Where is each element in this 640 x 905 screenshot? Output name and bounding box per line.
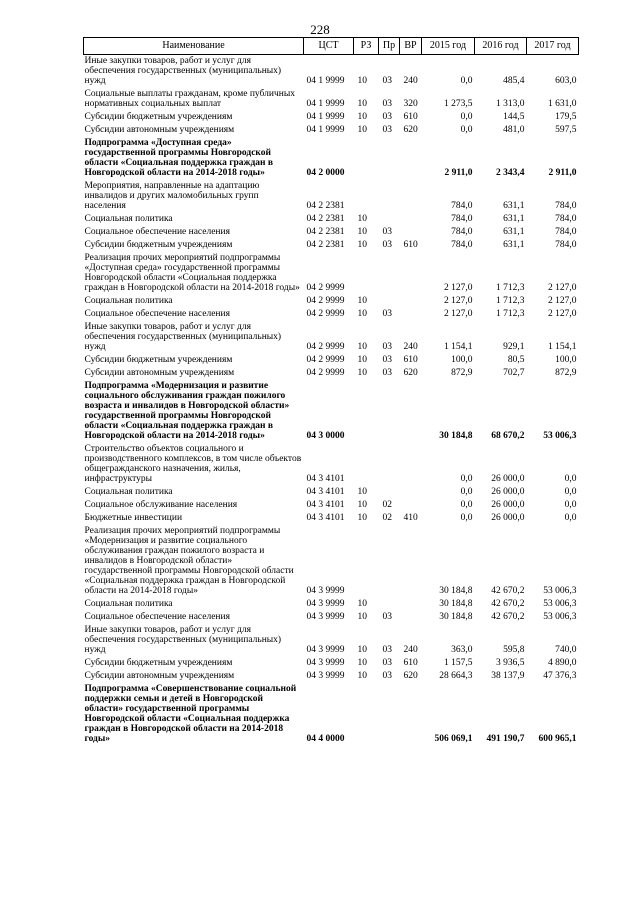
- row-vr: 620: [403, 125, 418, 135]
- row-value-2016: 491 190,7: [486, 734, 525, 744]
- row-rz: 10: [357, 309, 367, 319]
- row-value-2016: 631,1: [503, 214, 525, 224]
- row-pr: [379, 525, 400, 598]
- row-value-2015: 0,0: [460, 487, 473, 497]
- row-value-2015: 30 184,8: [439, 612, 473, 622]
- row-rz: 10: [357, 214, 367, 224]
- row-value-2016: 26 000,0: [491, 487, 525, 497]
- row-value-2015: 1 273,5: [444, 99, 473, 109]
- row-rz: 10: [357, 125, 367, 135]
- row-cst: 04 2 2381: [306, 214, 345, 224]
- row-value-2015: 363,0: [451, 645, 473, 655]
- row-value-2016: 1 712,3: [496, 296, 525, 306]
- row-rz: 10: [357, 612, 367, 622]
- row-name: Реализация прочих мероприятий подпрограммы «Модернизация и развитие социального обслуживания граждан пожилого возраста и инвалидов в Новгородской области» государственной программы Новгородской области «Социальная поддержка граждан в Новгородской области на 2014-2018 годы»: [84, 526, 294, 596]
- row-value-2016: 1 712,3: [496, 283, 525, 293]
- row-value-2017: 47 376,3: [543, 671, 577, 681]
- page-number: 228: [310, 22, 330, 37]
- row-value-2015: 100,0: [451, 355, 473, 365]
- row-rz: 10: [357, 671, 367, 681]
- row-cst: 04 2 9999: [306, 283, 345, 293]
- row-rz: 10: [357, 99, 367, 109]
- header-2016: 2016 год: [475, 38, 527, 55]
- row-name: Субсидии автономным учреждениям: [84, 671, 235, 681]
- row-name: Социальные выплаты гражданам, кроме публичных нормативных социальных выплат: [84, 89, 295, 109]
- row-name: Субсидии бюджетным учреждениям: [84, 355, 233, 365]
- row-pr: 03: [382, 671, 392, 681]
- row-value-2016: 485,4: [503, 76, 525, 86]
- row-cst: 04 3 9999: [306, 612, 345, 622]
- table-row: [84, 239, 579, 252]
- row-value-2015: 28 664,3: [439, 671, 473, 681]
- row-value-2015: 2 911,0: [444, 168, 473, 178]
- row-cst: 04 2 2381: [306, 240, 345, 250]
- row-value-2015: 0,0: [460, 125, 473, 135]
- row-cst: 04 1 9999: [306, 125, 345, 135]
- row-cst: 04 3 4101: [306, 513, 345, 523]
- row-value-2017: 1 631,0: [548, 99, 577, 109]
- row-value-2015: 1 154,1: [444, 342, 473, 352]
- row-rz: 10: [357, 513, 367, 523]
- row-rz: [354, 525, 379, 598]
- row-vr: [400, 213, 422, 226]
- table-row: [84, 308, 579, 321]
- row-value-2017: 600 965,1: [538, 734, 577, 744]
- row-pr: [379, 380, 400, 443]
- row-value-2016: 595,8: [503, 645, 525, 655]
- row-vr: [400, 486, 422, 499]
- table-row: [84, 55, 579, 89]
- header-2017: 2017 год: [527, 38, 579, 55]
- row-name: Бюджетные инвестиции: [84, 513, 183, 523]
- row-cst: 04 3 9999: [306, 599, 345, 609]
- row-vr: 240: [403, 76, 418, 86]
- row-value-2017: 53 006,3: [543, 612, 577, 622]
- table-row: [84, 499, 579, 512]
- row-cst: 04 2 9999: [306, 309, 345, 319]
- row-cst: 04 3 4101: [306, 500, 345, 510]
- row-vr: [400, 180, 422, 213]
- row-pr: [379, 598, 400, 611]
- row-name: Социальное обеспечение населения: [84, 612, 230, 622]
- row-rz: 10: [357, 227, 367, 237]
- row-value-2016: 702,7: [503, 368, 525, 378]
- row-vr: 240: [403, 645, 418, 655]
- row-vr: 240: [403, 342, 418, 352]
- row-vr: 610: [403, 112, 418, 122]
- table-row: [84, 88, 579, 111]
- table-row: [84, 443, 579, 486]
- budget-table: [83, 37, 579, 746]
- row-name: Социальное обеспечение населения: [84, 227, 230, 237]
- row-value-2015: 0,0: [460, 500, 473, 510]
- row-value-2016: 631,1: [503, 227, 525, 237]
- row-pr: 03: [382, 125, 392, 135]
- table-row: [84, 180, 579, 213]
- row-rz: [354, 252, 379, 295]
- row-value-2015: 784,0: [451, 214, 473, 224]
- table-row: [84, 213, 579, 226]
- row-cst: 04 2 0000: [306, 168, 345, 178]
- row-value-2016: 26 000,0: [491, 474, 525, 484]
- row-rz: [354, 180, 379, 213]
- row-cst: 04 3 9999: [306, 586, 345, 596]
- row-pr: [379, 295, 400, 308]
- row-name: Социальная политика: [84, 296, 173, 306]
- row-value-2017: 603,0: [555, 76, 577, 86]
- row-value-2016: 80,5: [507, 355, 525, 365]
- row-value-2017: 53 006,3: [543, 431, 577, 441]
- row-vr: 410: [403, 513, 418, 523]
- row-name: Социальная политика: [84, 487, 173, 497]
- row-rz: 10: [357, 296, 367, 306]
- row-value-2016: 42 670,2: [491, 599, 525, 609]
- row-value-2016: 68 670,2: [491, 431, 525, 441]
- row-value-2016: 3 936,5: [496, 658, 525, 668]
- row-rz: 10: [357, 112, 367, 122]
- row-vr: [400, 598, 422, 611]
- table-body: [84, 55, 579, 747]
- table-row-subprogram: [84, 137, 579, 180]
- row-name: Субсидии автономным учреждениям: [84, 368, 235, 378]
- row-pr: 03: [382, 355, 392, 365]
- row-value-2015: 0,0: [460, 112, 473, 122]
- table-row: [84, 525, 579, 598]
- table-row-subprogram: [84, 380, 579, 443]
- table-row: [84, 252, 579, 295]
- row-pr: [379, 137, 400, 180]
- row-value-2015: 784,0: [451, 227, 473, 237]
- row-name: Подпрограмма «Доступная среда» государственной программы Новгородской области «Социальная поддержка граждан в Новгородской области на 2014-2018 годы»: [84, 138, 273, 178]
- row-value-2015: 784,0: [451, 240, 473, 250]
- row-rz: 10: [357, 240, 367, 250]
- row-vr: [400, 443, 422, 486]
- row-value-2017: 784,0: [555, 214, 577, 224]
- row-pr: [379, 252, 400, 295]
- table-row: [84, 598, 579, 611]
- row-vr: [400, 137, 422, 180]
- table-row: [84, 124, 579, 137]
- row-pr: 03: [382, 612, 392, 622]
- row-pr: [379, 213, 400, 226]
- row-value-2015: 30 184,8: [439, 599, 473, 609]
- row-value-2017: 0,0: [564, 513, 577, 523]
- row-value-2015: 0,0: [460, 513, 473, 523]
- header-2015: 2015 год: [422, 38, 475, 55]
- row-value-2015: 2 127,0: [444, 296, 473, 306]
- row-cst: 04 2 2381: [306, 201, 345, 211]
- row-rz: 10: [357, 487, 367, 497]
- row-vr: 610: [403, 658, 418, 668]
- row-value-2016: 481,0: [503, 125, 525, 135]
- row-value-2015: 0,0: [460, 76, 473, 86]
- table-row: [84, 321, 579, 354]
- row-cst: 04 3 4101: [306, 487, 345, 497]
- row-vr: 620: [403, 671, 418, 681]
- row-cst: 04 2 2381: [306, 227, 345, 237]
- row-value-2017: 597,5: [555, 125, 577, 135]
- row-rz: 10: [357, 500, 367, 510]
- row-value-2015: 30 184,8: [439, 586, 473, 596]
- row-rz: [354, 380, 379, 443]
- row-name: Социальная политика: [84, 214, 173, 224]
- row-pr: 02: [382, 500, 392, 510]
- row-value-2015: 2 127,0: [444, 283, 473, 293]
- row-pr: 03: [382, 112, 392, 122]
- row-name: Подпрограмма «Совершенствование социальной поддержки семьи и детей в Новгородской области» государственной программы Новгородской области «Социальная поддержка граждан в Новгородской области на 2014-2018 годы»: [84, 684, 297, 744]
- row-value-2016: 929,1: [503, 342, 525, 352]
- row-cst: 04 3 4101: [306, 474, 345, 484]
- row-vr: 320: [403, 99, 418, 109]
- row-value-2017: 2 911,0: [548, 168, 577, 178]
- row-pr: 03: [382, 309, 392, 319]
- row-value-2017: 872,9: [555, 368, 577, 378]
- row-cst: 04 3 9999: [306, 671, 345, 681]
- row-value-2015: 784,0: [451, 201, 473, 211]
- row-rz: 10: [357, 368, 367, 378]
- table-row: [84, 670, 579, 683]
- row-vr: [400, 226, 422, 239]
- row-value-2016: 1 712,3: [496, 309, 525, 319]
- row-value-2016: 2 343,4: [496, 168, 525, 178]
- table-row: [84, 611, 579, 624]
- row-name: Иные закупки товаров, работ и услуг для обеспечения государственных (муниципальных) нужд: [84, 56, 282, 86]
- row-name: Мероприятия, направленные на адаптацию инвалидов и других маломобильных групп населения: [84, 181, 260, 211]
- row-pr: 03: [382, 658, 392, 668]
- row-vr: 610: [403, 355, 418, 365]
- row-name: Субсидии бюджетным учреждениям: [84, 240, 233, 250]
- row-value-2015: 2 127,0: [444, 309, 473, 319]
- row-pr: [379, 486, 400, 499]
- row-value-2016: 38 137,9: [491, 671, 525, 681]
- row-name: Социальное обеспечение населения: [84, 309, 230, 319]
- row-rz: 10: [357, 342, 367, 352]
- header-name: Наименование: [84, 38, 304, 55]
- row-value-2017: 0,0: [564, 474, 577, 484]
- row-value-2016: 42 670,2: [491, 586, 525, 596]
- row-pr: 03: [382, 342, 392, 352]
- row-vr: [400, 611, 422, 624]
- row-value-2017: 179,5: [555, 112, 577, 122]
- row-value-2017: 2 127,0: [548, 309, 577, 319]
- row-value-2015: 0,0: [460, 474, 473, 484]
- table-row: [84, 512, 579, 525]
- row-cst: 04 1 9999: [306, 99, 345, 109]
- header-pr: Пр: [379, 38, 400, 55]
- row-pr: 03: [382, 227, 392, 237]
- row-cst: 04 2 9999: [306, 342, 345, 352]
- row-pr: [379, 180, 400, 213]
- row-name: Субсидии бюджетным учреждениям: [84, 658, 233, 668]
- header-vr: ВР: [400, 38, 422, 55]
- table-row: [84, 657, 579, 670]
- row-value-2017: 1 154,1: [548, 342, 577, 352]
- row-cst: 04 4 0000: [306, 734, 345, 744]
- row-value-2017: 100,0: [555, 355, 577, 365]
- row-vr: 620: [403, 368, 418, 378]
- row-vr: [400, 683, 422, 746]
- table-header: [84, 38, 579, 55]
- row-value-2017: 2 127,0: [548, 296, 577, 306]
- row-cst: 04 1 9999: [306, 76, 345, 86]
- row-cst: 04 1 9999: [306, 112, 345, 122]
- table-row: [84, 354, 579, 367]
- row-vr: [400, 252, 422, 295]
- row-pr: 03: [382, 368, 392, 378]
- table-row: [84, 486, 579, 499]
- row-name: Строительство объектов социального и производственного комплексов, в том числе объектов общегражданского назначения, жилья, инфраструктуры: [84, 444, 302, 484]
- row-value-2017: 53 006,3: [543, 586, 577, 596]
- row-cst: 04 3 9999: [306, 658, 345, 668]
- row-cst: 04 3 9999: [306, 645, 345, 655]
- row-name: Социальное обслуживание населения: [84, 500, 238, 510]
- row-name: Субсидии бюджетным учреждениям: [84, 112, 233, 122]
- row-value-2017: 784,0: [555, 201, 577, 211]
- row-value-2016: 26 000,0: [491, 500, 525, 510]
- row-value-2015: 506 069,1: [434, 734, 473, 744]
- row-pr: 02: [382, 513, 392, 523]
- row-rz: [354, 137, 379, 180]
- row-pr: 03: [382, 645, 392, 655]
- row-cst: 04 3 0000: [306, 431, 345, 441]
- row-cst: 04 2 9999: [306, 368, 345, 378]
- row-rz: [354, 683, 379, 746]
- header-rz: РЗ: [354, 38, 379, 55]
- row-value-2017: 784,0: [555, 240, 577, 250]
- row-pr: 03: [382, 76, 392, 86]
- table-row: [84, 624, 579, 657]
- row-vr: [400, 525, 422, 598]
- row-vr: [400, 295, 422, 308]
- row-value-2017: 0,0: [564, 500, 577, 510]
- row-vr: [400, 308, 422, 321]
- row-rz: [354, 443, 379, 486]
- row-value-2015: 30 184,8: [439, 431, 473, 441]
- row-value-2017: 4 890,0: [548, 658, 577, 668]
- row-value-2017: 2 127,0: [548, 283, 577, 293]
- row-vr: [400, 499, 422, 512]
- row-pr: 03: [382, 240, 392, 250]
- table-row: [84, 367, 579, 380]
- row-vr: [400, 380, 422, 443]
- row-name: Социальная политика: [84, 599, 173, 609]
- row-value-2016: 144,5: [503, 112, 525, 122]
- row-value-2015: 1 157,5: [444, 658, 473, 668]
- row-pr: 03: [382, 99, 392, 109]
- row-name: Подпрограмма «Модернизация и развитие социального обслуживания граждан пожилого возраста и инвалидов в Новгородской области» государственной программы Новгородской области «Социальная поддержка граждан в Новгородской области на 2014-2018 годы»: [84, 381, 290, 441]
- row-rz: 10: [357, 645, 367, 655]
- row-value-2015: 872,9: [451, 368, 473, 378]
- row-value-2017: 740,0: [555, 645, 577, 655]
- row-rz: 10: [357, 599, 367, 609]
- row-rz: 10: [357, 76, 367, 86]
- row-value-2017: 784,0: [555, 227, 577, 237]
- row-name: Субсидии автономным учреждениям: [84, 125, 235, 135]
- row-cst: 04 2 9999: [306, 296, 345, 306]
- row-pr: [379, 443, 400, 486]
- table-row: [84, 111, 579, 124]
- row-vr: 610: [403, 240, 418, 250]
- row-value-2016: 1 313,0: [496, 99, 525, 109]
- row-pr: [379, 683, 400, 746]
- table-row: [84, 295, 579, 308]
- header-cst: ЦСТ: [304, 38, 354, 55]
- row-name: Реализация прочих мероприятий подпрограммы «Доступная среда» государственной программы Новгородской области «Социальная поддержка граждан в Новгородской области на 2014-2018 годы»: [84, 253, 300, 293]
- row-value-2017: 53 006,3: [543, 599, 577, 609]
- row-name: Иные закупки товаров, работ и услуг для обеспечения государственных (муниципальных) нужд: [84, 322, 282, 352]
- row-value-2017: 0,0: [564, 487, 577, 497]
- row-cst: 04 2 9999: [306, 355, 345, 365]
- row-value-2016: 26 000,0: [491, 513, 525, 523]
- row-value-2016: 631,1: [503, 240, 525, 250]
- table-row-subprogram: [84, 683, 579, 746]
- row-rz: 10: [357, 355, 367, 365]
- row-rz: 10: [357, 658, 367, 668]
- row-value-2016: 631,1: [503, 201, 525, 211]
- table-row: [84, 226, 579, 239]
- row-value-2016: 42 670,2: [491, 612, 525, 622]
- row-name: Иные закупки товаров, работ и услуг для обеспечения государственных (муниципальных) нужд: [84, 625, 282, 655]
